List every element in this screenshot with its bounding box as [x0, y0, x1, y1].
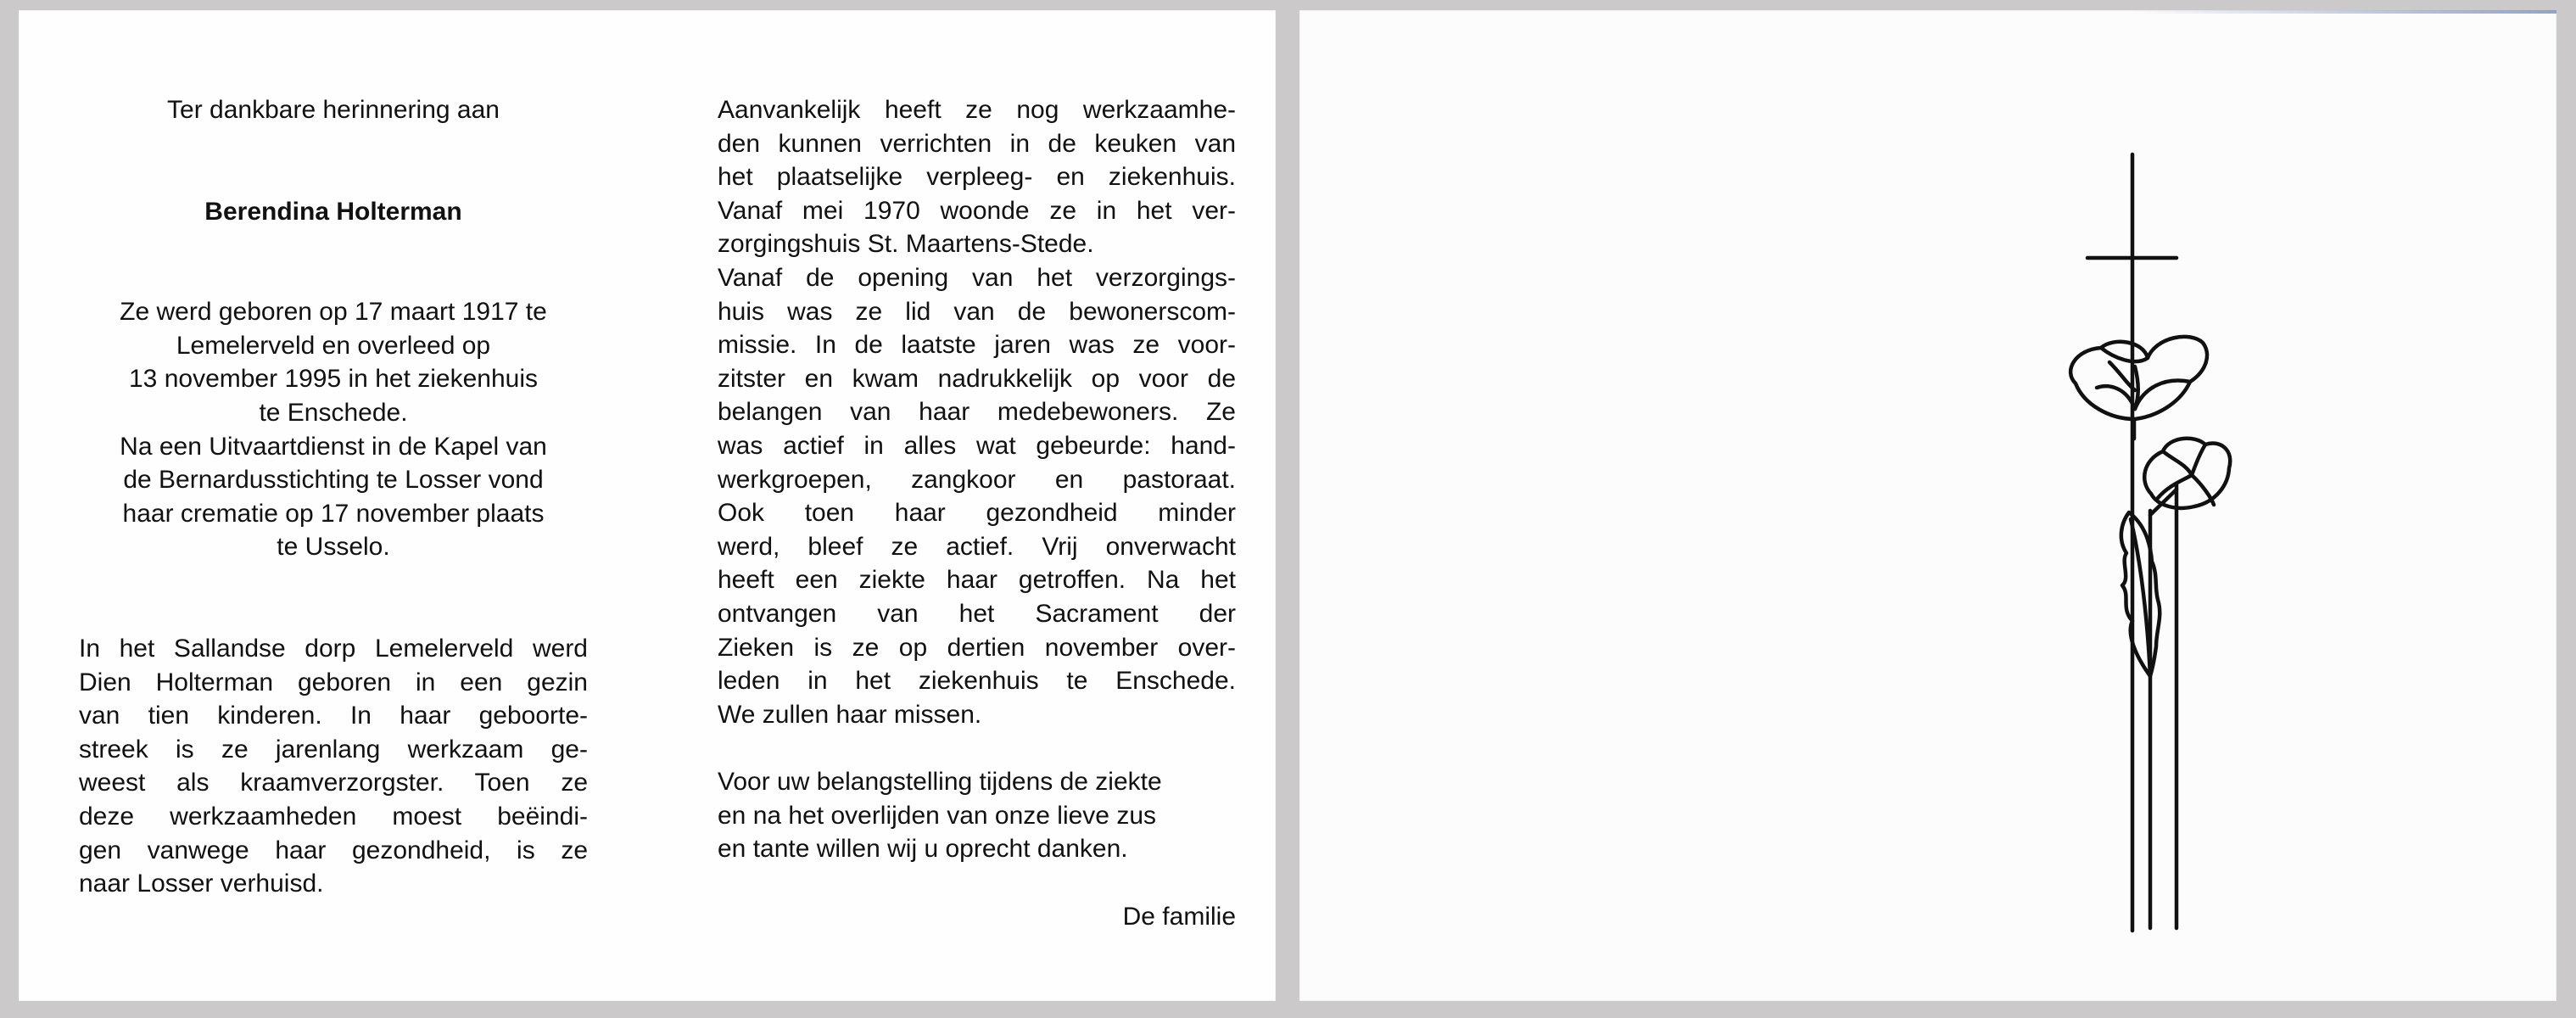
facts-line: de Bernardusstichting te Losser vond [123, 466, 544, 495]
memorial-column-right [718, 93, 1236, 934]
bio-line: Dien Holterman geboren in een gezin [79, 668, 588, 696]
story-line: Vanaf mei 1970 woonde ze in het ver- [718, 196, 1236, 225]
facts-line: Ze werd geboren op 17 maart 1917 te [120, 298, 547, 327]
story-paragraph [718, 93, 1236, 731]
facts-line: Lemelerveld en overleed op [176, 331, 491, 360]
life-facts [79, 295, 588, 564]
biography-paragraph [79, 632, 588, 901]
bio-line: In het Sallandse dorp Lemelerveld werd [79, 634, 588, 663]
facts-line: haar crematie op 17 november plaats [122, 499, 545, 528]
bio-line: streek is ze jarenlang werkzaam ge- [79, 735, 588, 764]
card-cover [1299, 10, 2556, 1001]
story-line: heeft een ziekte haar getroffen. Na het [718, 566, 1236, 595]
thanks-line: en na het overlijden van onze lieve zus [718, 801, 1157, 830]
card-inside [19, 10, 1276, 1001]
facts-line: te Enschede. [259, 398, 408, 427]
thanks-line: en tante willen wij u oprecht danken. [718, 835, 1128, 864]
story-line: We zullen haar missen. [718, 700, 982, 729]
story-line: Zieken is ze op dertien november over- [718, 633, 1236, 662]
facts-line: 13 november 1995 in het ziekenhuis [129, 365, 538, 394]
family-signature: De familie [1122, 903, 1236, 931]
bio-line: van tien kinderen. In haar geboorte- [79, 702, 588, 730]
remembrance-heading: Ter dankbare herinnering aan [167, 96, 500, 124]
story-line: missie. In de laatste jaren was ze voor- [718, 331, 1236, 360]
bio-line: gen vanwege haar gezondheid, is ze [79, 836, 588, 864]
story-line: Ook toen haar gezondheid minder [718, 499, 1236, 528]
story-line: was actief in alles wat gebeurde: hand- [718, 431, 1236, 460]
story-line: het plaatselijke verpleeg- en ziekenhuis. [718, 163, 1236, 192]
facts-line: te Usselo. [277, 533, 390, 562]
story-line: Aanvankelijk heeft ze nog werkzaamhe- [718, 96, 1236, 124]
story-line: zitster en kwam nadrukkelijk op voor de [718, 364, 1236, 393]
thanks-paragraph [718, 765, 1236, 866]
story-line: den kunnen verrichten in de keuken van [718, 129, 1236, 158]
story-line: werd, bleef ze actief. Vrij onverwacht [718, 532, 1236, 561]
story-line: ontvangen van het Sacrament der [718, 599, 1236, 628]
story-line: huis was ze lid van de bewonerscom- [718, 297, 1236, 326]
story-line: Vanaf de opening van het verzorgings- [718, 263, 1236, 292]
bio-line: weest als kraamverzorgster. Toen ze [79, 769, 588, 797]
cross-with-poppies-icon [1299, 10, 2556, 1001]
bio-line: deze werkzaamheden moest beëindi- [79, 802, 588, 831]
story-line: belangen van haar medebewoners. Ze [718, 398, 1236, 427]
thanks-line: Voor uw belangstelling tijdens de ziekte [718, 768, 1162, 797]
deceased-name: Berendina Holterman [204, 197, 462, 226]
memorial-column-left [79, 93, 588, 901]
bio-line: naar Losser verhuisd. [79, 870, 324, 898]
story-line: werkgroepen, zangkoor en pastoraat. [718, 465, 1236, 494]
facts-line: Na een Uitvaartdienst in de Kapel van [120, 432, 547, 461]
story-line: zorgingshuis St. Maartens-Stede. [718, 230, 1094, 259]
story-line: leden in het ziekenhuis te Enschede. [718, 667, 1236, 696]
